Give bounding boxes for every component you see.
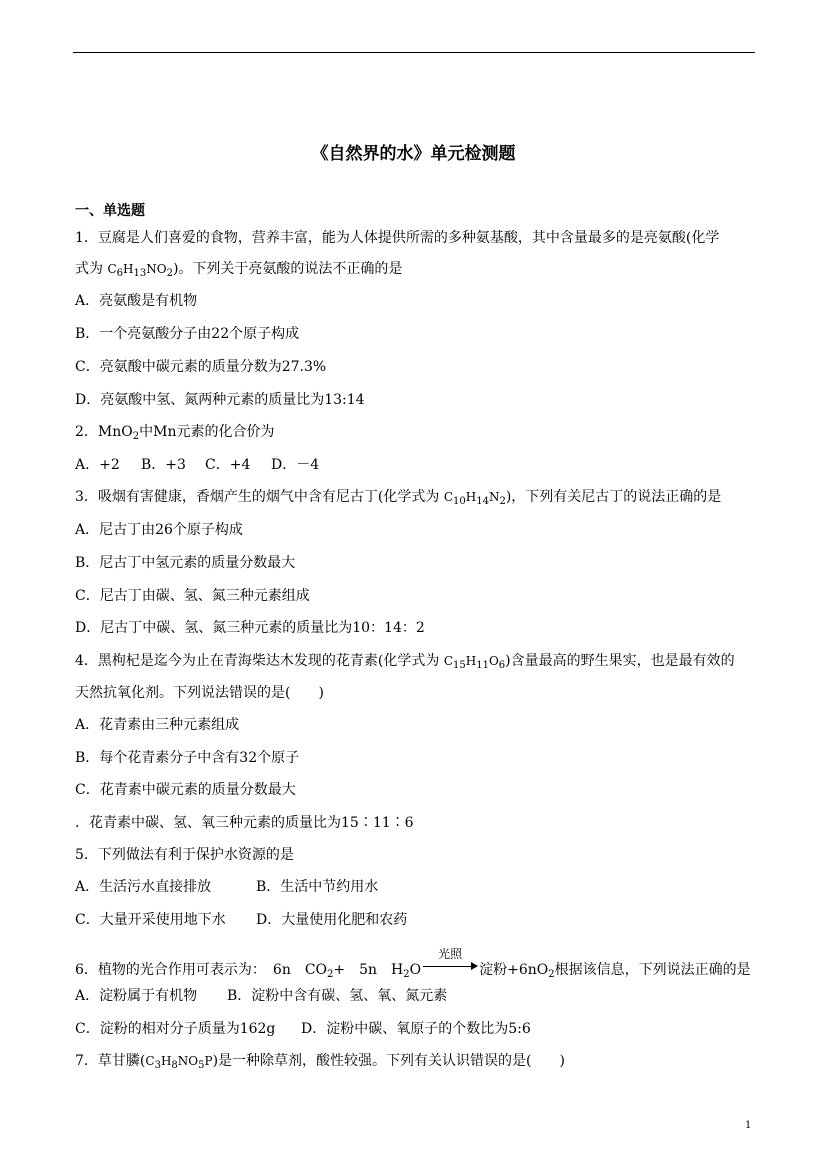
q5-option-b: B．生活中节约用水 bbox=[256, 879, 379, 895]
q7-stem: 7．草甘膦$(C_3H_8NO_5P)$是一种除草剂，酸性较强。下列有关认识错误的是( ) bbox=[75, 1053, 565, 1071]
q1-stem-line1: 1．豆腐是人们喜爱的食物，营养丰富，能为人体提供所需的多种氨基酸，其中含量最多的是亮氨酸(化学 bbox=[75, 230, 720, 246]
q1-stem-line2: 式为 $C_6H_{13}NO_2$)。下列关于亮氨酸的说法不正确的是 bbox=[75, 261, 403, 279]
q4-option-d: ．花青素中碳、氢、氧三种元素的质量比为15∶11∶6 bbox=[75, 815, 414, 831]
q4-stem-line2: 天然抗氧化剂。下列说法错误的是( ) bbox=[75, 685, 324, 701]
q5-stem: 5．下列做法有利于保护水资源的是 bbox=[75, 847, 294, 863]
q5-option-c: C．大量开采使用地下水 bbox=[75, 912, 226, 928]
q5-option-d: D．大量使用化肥和农药 bbox=[256, 912, 408, 928]
q4-option-a: A．花青素由三种元素组成 bbox=[75, 717, 240, 733]
q1-option-a: A．亮氨酸是有机物 bbox=[75, 293, 198, 309]
q1-option-b: B．一个亮氨酸分子由22个原子构成 bbox=[75, 326, 300, 342]
q6-options-row1 bbox=[75, 986, 447, 1006]
q6-stem: 6．植物的光合作用可表示为： 6n $CO_2+$ 5n $H_2O$ 光照 淀粉$+6nO_2$根据该信息，下列说法正确的是 bbox=[75, 956, 751, 985]
page-number: 1 bbox=[745, 1120, 752, 1131]
leucine-formula: $C_6H_{13}NO_2$ bbox=[107, 262, 173, 279]
reaction-condition: 光照 bbox=[438, 947, 463, 961]
nicotine-formula: $C_{10}H_{14}N_2$ bbox=[443, 490, 506, 507]
q2-stem: 2．MnO$_2$中Mn元素的化合价为 bbox=[75, 424, 275, 442]
q5-options-row1 bbox=[75, 877, 378, 897]
q1-option-c: C．亮氨酸中碳元素的质量分数为27.3% bbox=[75, 359, 327, 375]
header-rule bbox=[73, 52, 755, 53]
glyphosate-formula: $C_3H_8NO_5P$ bbox=[145, 1054, 213, 1071]
q3-option-b: B．尼古丁中氢元素的质量分数最大 bbox=[75, 555, 296, 571]
reaction-arrow bbox=[423, 947, 477, 976]
q3-option-c: C．尼古丁由碳、氢、氮三种元素组成 bbox=[75, 588, 310, 604]
q6-option-a: A．淀粉属于有机物 bbox=[75, 988, 198, 1004]
q5-option-a: A．生活污水直接排放 bbox=[75, 879, 212, 895]
q5-options-row2 bbox=[75, 910, 407, 930]
section-heading: 一、单选题 bbox=[75, 203, 145, 219]
q3-stem: 3．吸烟有害健康，香烟产生的烟气中含有尼古丁(化学式为 $C_{10}H_{14}N_2$)，下列有关尼古丁的说法正确的是 bbox=[75, 489, 722, 507]
q1-option-d: D．亮氨酸中氢、氮两种元素的质量比为13:14 bbox=[75, 392, 365, 408]
q6-options-row2 bbox=[75, 1019, 531, 1039]
q4-stem-line1: 4．黑枸杞是迄今为止在青海柴达木发现的花青素(化学式为 $C_{15}H_{11}O_6$)含量最高的野生果实，也是最有效的 bbox=[75, 653, 735, 671]
q6-option-c: C．淀粉的相对分子质量为162g bbox=[75, 1021, 276, 1037]
q2-option-d: D．－4 bbox=[271, 457, 320, 473]
q2-option-a: A．+2 bbox=[75, 457, 120, 473]
q2-option-c: C．+4 bbox=[205, 457, 251, 473]
anthocyanin-formula: $C_{15}H_{11}O_6$ bbox=[443, 654, 506, 671]
q4-option-b: B．每个花青素分子中含有32个原子 bbox=[75, 750, 300, 766]
q6-option-b: B．淀粉中含有碳、氢、氧、氮元素 bbox=[227, 988, 448, 1004]
q2-option-b: B．+3 bbox=[141, 457, 186, 473]
q3-option-a: A．尼古丁由26个原子构成 bbox=[75, 522, 243, 538]
q4-option-c: C．花青素中碳元素的质量分数最大 bbox=[75, 782, 296, 798]
q3-option-d: D．尼古丁中碳、氢、氮三种元素的质量比为10：14：2 bbox=[75, 620, 425, 636]
page-title: 《自然界的水》单元检测题 bbox=[311, 144, 516, 164]
q6-option-d: D．淀粉中碳、氧原子的个数比为5:6 bbox=[301, 1021, 531, 1037]
q2-options bbox=[75, 455, 319, 475]
